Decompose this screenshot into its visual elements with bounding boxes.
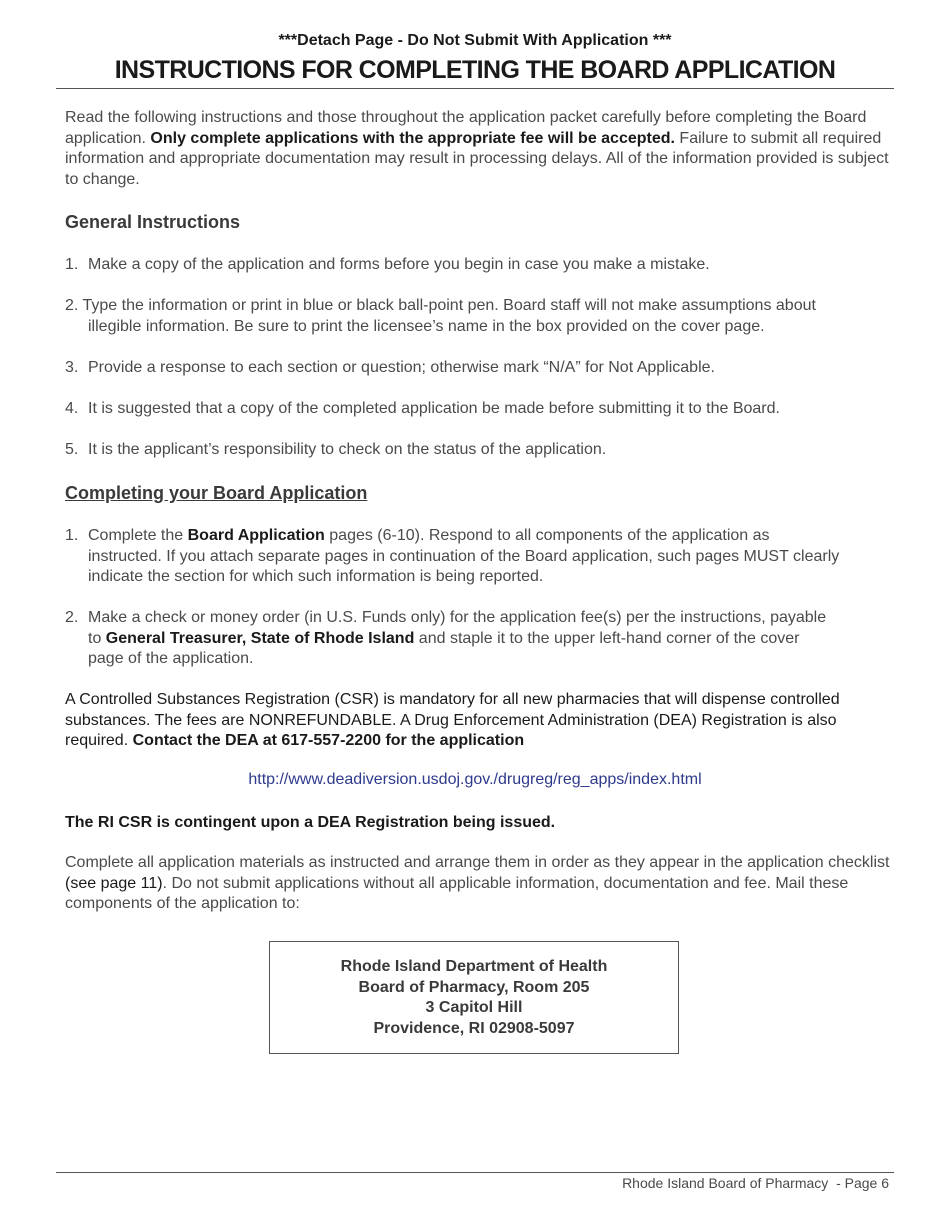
footer-divider (56, 1172, 894, 1173)
intro-text-1: Read the following instructions and those throughout the application packet carefully before completing the Board application. (65, 109, 867, 147)
completing-item-2: 2. Make a check or money order (in U.S. Funds only) for the application fee(s) per the instructions, payable to General Treasurer, State of Rhode Island and staple it to the upper left-hand corner of the cover page of the application. (65, 609, 827, 667)
address-line-1: Rhode Island Department of Health (340, 958, 608, 975)
general-item-3: 3. Provide a response to each section or question; otherwise mark “N/A” for Not Applicable. (65, 359, 715, 376)
csr-text: A Controlled Substances Registration (CSR) is mandatory for all new pharmacies that will dispense controlled substances. The fees are NONREFUNDABLE. A Drug Enforcement Administration (DEA) Registration is also required. (65, 691, 840, 749)
csr-dea-contact: Contact the DEA at 617-557-2200 for the application (132, 732, 525, 749)
completing-application-heading: Completing your Board Application (65, 483, 368, 503)
completing-item-1: 1. Complete the Board Application pages (6-10). Respond to all components of the application as instructed. If you attach separate pages in continuation of the Board application, such pages MUST clearly indicate the section for which such information is being reported. (65, 527, 840, 585)
intro-text-2: Failure to submit all required information and appropriate documentation may result in processing delays. All of the information provided is subject to change. (65, 129, 889, 188)
csr-contingent-notice: The RI CSR is contingent upon a DEA Registration being issued. (65, 814, 556, 831)
mail-paragraph: Complete all application materials as instructed and arrange them in order as they appear in the application checklist (see page 11). Do not submit applications without all applicable information, documentation and fee. Mail these components of the application to: (65, 854, 890, 912)
general-item-1: 1. Make a copy of the application and forms before you begin in case you make a mistake. (65, 256, 710, 273)
general-item-2: 2. Type the information or print in blue or black ball-point pen. Board staff will not make assumptions about illegible information. Be sure to print the licensee’s name in the box provided on the cover page. (65, 297, 816, 335)
address-line-2: Board of Pharmacy, Room 205 (358, 978, 590, 996)
mailing-address-box (269, 941, 679, 1054)
dea-application-link[interactable]: http://www.deadiversion.usdoj.gov./drugreg/reg_apps/index.html (248, 771, 702, 788)
header-divider (56, 88, 894, 89)
address-line-3: 3 Capitol Hill (425, 999, 523, 1016)
csr-paragraph (65, 690, 895, 752)
general-item-4: 4. It is suggested that a copy of the completed application be made before submitting it to the Board. (65, 400, 780, 417)
checklist-page-ref: (see page 11) (65, 874, 163, 892)
general-instructions-heading: General Instructions (65, 212, 241, 232)
page-title: INSTRUCTIONS FOR COMPLETING THE BOARD APPLICATION (114, 56, 836, 84)
address-line-4: Providence, RI 02908-5097 (373, 1019, 575, 1037)
intro-paragraph (65, 108, 895, 190)
detach-notice: ***Detach Page - Do Not Submit With Application *** (278, 32, 672, 49)
general-item-5: 5. It is the applicant’s responsibility to check on the status of the application. (65, 441, 607, 458)
page-footer: Rhode Island Board of Pharmacy - Page 6 (622, 1175, 889, 1191)
intro-bold-notice: Only complete applications with the appropriate fee will be accepted. (150, 129, 675, 147)
